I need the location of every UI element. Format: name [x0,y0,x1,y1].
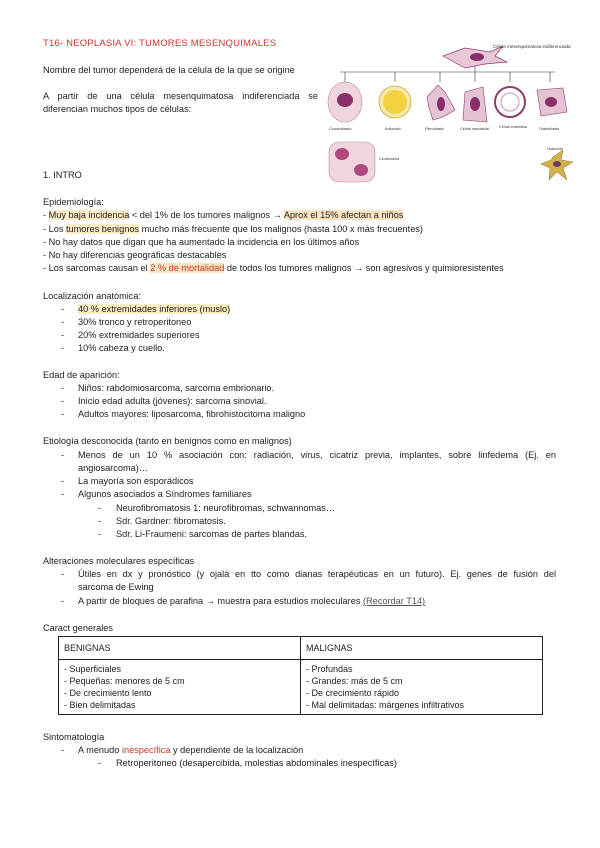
cell-differentiation-figure [325,42,585,190]
epidemiologia-heading: Epidemiología: [43,197,104,207]
list-dash: - [61,304,65,314]
epi-line-5: - Los sarcomas causan el 2 % de mortalidad de todos los tumores malignos → son agresivos y quimioresistentes [43,263,504,273]
list-item: Menos de un 10 % asociación con: radiación, virus, cicatriz previa, implantes, sobre linfedema (Ej. en [78,450,556,460]
caract-table [58,636,543,715]
epi-line-1: - Muy baja incidencia < del 1% de los tumores malignos → Aprox el 15% afectan a niños [43,210,404,220]
list-item: Algunos asociados a Síndromes familiares [78,489,252,499]
list-item: Útiles en dx y pronóstico (y ojalá en tto como dianas terapéuticas en un futuro). Ej. genes de fusión del [78,569,556,579]
list-dash: - [61,596,65,606]
recordar-t14-link[interactable]: (Recordar T14) [362,596,426,606]
list-dash: - [61,317,65,327]
sublist-item: Sdr. Li-Fraumeni: sarcomas de partes blandas. [116,529,307,539]
sublist-dash: - [98,503,102,513]
list-item: 30% tronco y retroperitoneo [78,317,192,327]
list-dash: - [61,745,65,755]
list-item-continuation: sarcoma de Ewing [78,582,154,592]
list-item: A partir de bloques de parafina → muestra para estudios moleculares (Recordar T14) [78,596,426,606]
edad-heading: Edad de aparición: [43,370,120,380]
figure-label-3: Célula mesotelial [460,127,489,131]
sublist-dash: - [98,529,102,539]
epi-line-4: - No hay diferencias geográficas destacables [43,250,227,260]
list-item: 10% cabeza y cuello. [78,343,165,353]
figure-label-6: Condrocitos [379,157,400,161]
sublist-item: Neurofibromatosis 1: neurofibromas, schwannomas… [116,503,336,513]
list-dash: - [61,330,65,340]
epi-line-3: - No hay datos que digan que ha aumentado la incidencia en los últimos años [43,237,360,247]
list-dash: - [61,450,65,460]
list-item: Inicio edad adulta (jóvenes): sarcoma sinovial. [78,396,267,406]
epi-line-2: - Los tumores benignos mucho más frecuente que los malignos (hasta 100 x más frecuentes) [43,224,423,234]
table-header-benignas: BENIGNAS [59,637,301,660]
sintomatologia-heading: Sintomatología [43,732,105,742]
table-row [59,660,543,715]
figure-label-1: Adipocito [385,127,401,131]
figure-label-2: Fibroblasto [425,127,444,131]
list-item: Adultos mayores: liposarcoma, fibrohistocitoma maligno [78,409,306,419]
list-dash: - [61,569,65,579]
sublist-dash: - [98,758,102,768]
list-dash: - [61,383,65,393]
sublist-dash: - [98,516,102,526]
table-header-malignas: MALIGNAS [301,637,543,660]
list-item: Niños: rabdomiosarcoma, sarcoma embrionario. [78,383,275,393]
figure-label-top: Célula mesenquimatosa indiferenciada [493,44,571,49]
figure-label-5: Osteoblasto [539,127,560,131]
moleculares-heading: Alteraciones moleculares específicas [43,556,195,566]
malignas-cell: - Profundas - Grandes: más de 5 cm - De crecimiento rápido - Mal delimitadas: márgenes infiltrativos [301,660,543,715]
document-title: T16- NEOPLASIA VI: TUMORES MESENQUIMALES [43,38,277,49]
caract-heading: Caract generales [43,623,113,633]
list-dash: - [61,343,65,353]
benignas-cell: - Superficiales - Pequeñas: menores de 5 cm - De crecimiento lento - Bien delimitadas [59,660,301,715]
list-dash: - [61,489,65,499]
figure-label-7: Osteocito [547,147,564,151]
list-dash: - [61,476,65,486]
figure-label-0: Condroblasto [329,127,352,131]
list-item: 40 % extremidades inferiores (muslo) [78,304,231,314]
localizacion-heading: Localización anatómica: [43,291,142,301]
intro-paragraph-1: Nombre del tumor dependerá de la célula de la que se origine [43,65,295,75]
intro-paragraph-2: A partir de una célula mesenquimatosa indiferenciada se diferencian muchos tipos de células: [43,91,318,114]
list-dash: - [61,409,65,419]
list-item: A menudo inespecífica y dependiente de la localización [78,745,304,755]
section-heading-intro: 1. INTRO [43,170,82,180]
list-item: 20% extremidades superiores [78,330,200,340]
sublist-item: Sdr. Gardner: fibromatosis. [116,516,226,526]
list-item: La mayoría son esporádicos [78,476,194,486]
etiologia-heading: Etiología desconocida (tanto en benignos como en malignos) [43,436,292,446]
figure-label-4: Célula endotelial [499,125,528,129]
list-item-continuation: angiosarcoma)… [78,463,148,473]
sublist-item: Retroperitoneo (desapercibida, molestias abdominales inespecíficas) [116,758,397,768]
list-dash: - [61,396,65,406]
